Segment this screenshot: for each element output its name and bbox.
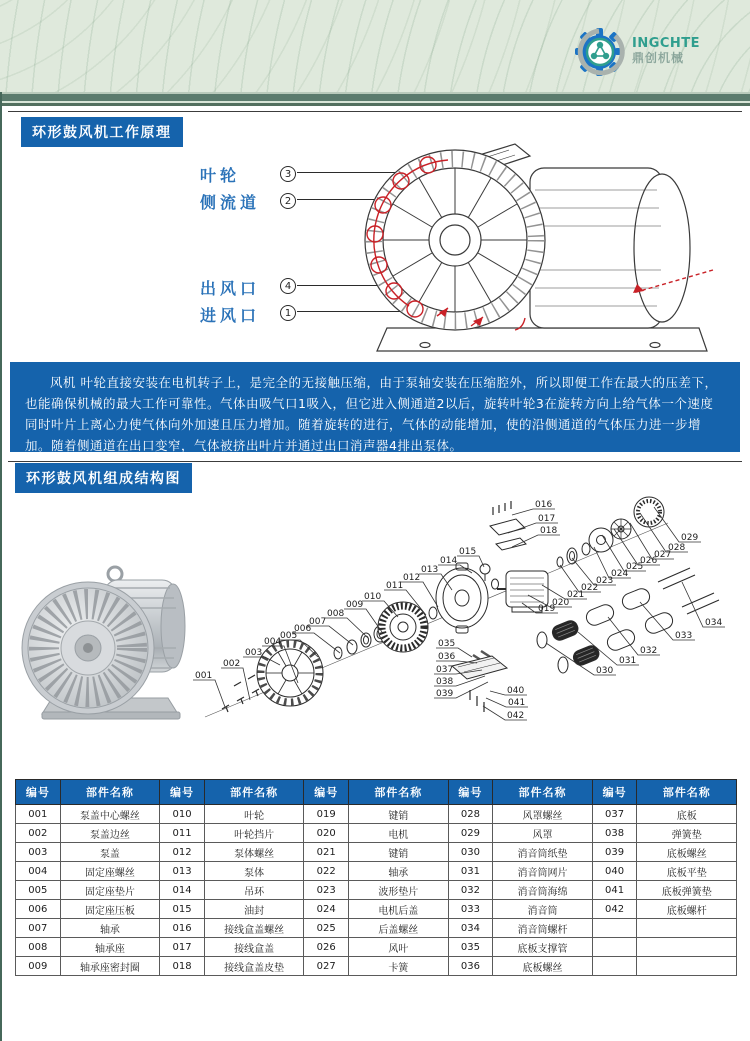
part-name-cell: 轴承座 bbox=[60, 938, 160, 957]
part-no-cell: 030 bbox=[448, 843, 493, 862]
table-header-cell: 编号 bbox=[448, 780, 493, 805]
part-leader-line bbox=[307, 626, 353, 645]
table-row bbox=[16, 881, 737, 900]
principle-label: 进风口 bbox=[200, 306, 261, 325]
part-name-cell: 消音筒网片 bbox=[493, 862, 593, 881]
table-header-cell: 编号 bbox=[592, 780, 637, 805]
part-no-cell: 024 bbox=[304, 900, 349, 919]
table-header-cell: 编号 bbox=[304, 780, 349, 805]
part-number-label: 039 bbox=[436, 689, 454, 699]
part-no-cell bbox=[592, 957, 637, 976]
left-edge-rule bbox=[0, 92, 2, 1041]
part-number-label: 029 bbox=[681, 533, 699, 543]
part-name-cell: 消音筒海绵 bbox=[493, 881, 593, 900]
part-name-cell: 键销 bbox=[349, 805, 449, 824]
logo-subtext: 鼎创机械 bbox=[632, 50, 685, 65]
part-number-label: 006 bbox=[294, 624, 312, 634]
part-number-label: 034 bbox=[705, 618, 723, 628]
part-number-label: 009 bbox=[346, 600, 364, 610]
table-header-cell: 部件名称 bbox=[204, 780, 304, 805]
part-name-cell: 固定座垫片 bbox=[60, 881, 160, 900]
part-number-label: 041 bbox=[508, 698, 526, 708]
part-no-cell: 042 bbox=[592, 900, 637, 919]
part-no-cell: 015 bbox=[160, 900, 205, 919]
table-header-cell: 部件名称 bbox=[637, 780, 737, 805]
table-header-cell: 部件名称 bbox=[60, 780, 160, 805]
part-name-cell: 接线盒盖 bbox=[204, 938, 304, 957]
principle-label: 叶轮 bbox=[200, 166, 241, 185]
part-name-cell: 底板平垫 bbox=[637, 862, 737, 881]
company-logo bbox=[573, 22, 700, 82]
part-no-cell: 031 bbox=[448, 862, 493, 881]
table-row bbox=[16, 843, 737, 862]
part-number-label: 004 bbox=[264, 637, 282, 647]
part-no-cell: 012 bbox=[160, 843, 205, 862]
logo-text: INGCHTE bbox=[632, 36, 701, 51]
part-number-label: 032 bbox=[640, 646, 658, 656]
table-row bbox=[16, 900, 737, 919]
part-no-cell: 014 bbox=[160, 881, 205, 900]
table-row bbox=[16, 805, 737, 824]
part-name-cell: 泵盖边丝 bbox=[60, 824, 160, 843]
part-number-label: 030 bbox=[596, 666, 614, 676]
part-name-cell: 底板 bbox=[637, 805, 737, 824]
part-no-cell: 035 bbox=[448, 938, 493, 957]
part-name-cell: 风叶 bbox=[349, 938, 449, 957]
part-number-label: 031 bbox=[619, 656, 637, 666]
part-number-label: 015 bbox=[459, 547, 477, 557]
part-no-cell: 003 bbox=[16, 843, 61, 862]
part-no-cell: 018 bbox=[160, 957, 205, 976]
part-name-cell: 底板弹簧垫 bbox=[637, 881, 737, 900]
part-no-cell bbox=[592, 938, 637, 957]
logo-gear-icon bbox=[573, 22, 627, 82]
part-no-cell: 020 bbox=[304, 824, 349, 843]
part-number-label: 033 bbox=[675, 631, 693, 641]
part-no-cell: 005 bbox=[16, 881, 61, 900]
part-name-cell: 轴承 bbox=[349, 862, 449, 881]
table-row bbox=[16, 862, 737, 881]
part-no-cell: 038 bbox=[592, 824, 637, 843]
principle-number-badge: 4 bbox=[280, 278, 296, 294]
part-no-cell: 025 bbox=[304, 919, 349, 938]
part-name-cell: 后盖螺丝 bbox=[349, 919, 449, 938]
part-name-cell: 风罩 bbox=[493, 824, 593, 843]
part-no-cell: 004 bbox=[16, 862, 61, 881]
part-no-cell: 029 bbox=[448, 824, 493, 843]
part-number-label: 024 bbox=[611, 569, 629, 579]
blower-principle-drawing bbox=[325, 118, 725, 363]
part-number-label: 021 bbox=[567, 590, 585, 600]
part-number-label: 008 bbox=[327, 609, 345, 619]
part-no-cell: 013 bbox=[160, 862, 205, 881]
part-number-label: 036 bbox=[438, 652, 456, 662]
part-name-cell bbox=[637, 957, 737, 976]
part-no-cell: 037 bbox=[592, 805, 637, 824]
principle-label: 出风口 bbox=[200, 279, 261, 298]
part-name-cell: 轴承座密封圈 bbox=[60, 957, 160, 976]
part-name-cell: 泵体螺丝 bbox=[204, 843, 304, 862]
section2-rule bbox=[8, 461, 742, 462]
section1-title: 环形鼓风机工作原理 bbox=[21, 117, 183, 147]
part-name-cell: 油封 bbox=[204, 900, 304, 919]
part-no-cell: 008 bbox=[16, 938, 61, 957]
part-name-cell: 泵盖 bbox=[60, 843, 160, 862]
part-no-cell bbox=[592, 919, 637, 938]
part-leader-line bbox=[221, 668, 250, 700]
part-name-cell: 固定座螺丝 bbox=[60, 862, 160, 881]
part-name-cell: 固定座压板 bbox=[60, 900, 160, 919]
part-number-label: 042 bbox=[507, 711, 525, 721]
part-name-cell: 弹簧垫 bbox=[637, 824, 737, 843]
header-divider-bar bbox=[0, 92, 750, 106]
part-number-label: 010 bbox=[364, 592, 382, 602]
table-header-cell: 部件名称 bbox=[349, 780, 449, 805]
part-no-cell: 036 bbox=[448, 957, 493, 976]
table-row bbox=[16, 824, 737, 843]
part-number-label: 025 bbox=[626, 562, 644, 572]
part-name-cell bbox=[637, 938, 737, 957]
part-name-cell: 风罩螺丝 bbox=[493, 805, 593, 824]
part-name-cell: 消音筒 bbox=[493, 900, 593, 919]
part-number-label: 014 bbox=[440, 556, 458, 566]
part-number-label: 001 bbox=[195, 671, 213, 681]
part-number-label: 023 bbox=[596, 576, 614, 586]
table-header-cell: 部件名称 bbox=[493, 780, 593, 805]
principle-number-badge: 1 bbox=[280, 305, 296, 321]
part-number-label: 038 bbox=[436, 677, 454, 687]
part-no-cell: 002 bbox=[16, 824, 61, 843]
part-number-label: 017 bbox=[538, 514, 556, 524]
part-no-cell: 032 bbox=[448, 881, 493, 900]
part-no-cell: 001 bbox=[16, 805, 61, 824]
part-number-label: 013 bbox=[421, 565, 439, 575]
part-name-cell: 消音筒螺杆 bbox=[493, 919, 593, 938]
principle-label: 侧流道 bbox=[200, 193, 261, 212]
part-no-cell: 010 bbox=[160, 805, 205, 824]
principle-description-box bbox=[10, 362, 740, 452]
part-no-cell: 026 bbox=[304, 938, 349, 957]
part-number-label: 016 bbox=[535, 500, 553, 510]
part-number-label: 026 bbox=[640, 556, 658, 566]
part-number-label: 005 bbox=[280, 631, 298, 641]
part-number-label: 028 bbox=[668, 543, 686, 553]
part-name-cell: 电机后盖 bbox=[349, 900, 449, 919]
blower-product-image bbox=[18, 552, 190, 728]
part-no-cell: 034 bbox=[448, 919, 493, 938]
part-number-label: 011 bbox=[386, 581, 404, 591]
part-name-cell: 底板螺杆 bbox=[637, 900, 737, 919]
part-name-cell: 接线盒盖螺丝 bbox=[204, 919, 304, 938]
part-name-cell: 电机 bbox=[349, 824, 449, 843]
section1-rule bbox=[8, 111, 742, 112]
part-name-cell: 波形垫片 bbox=[349, 881, 449, 900]
part-name-cell: 底板螺丝 bbox=[637, 843, 737, 862]
part-name-cell: 底板螺丝 bbox=[493, 957, 593, 976]
part-number-label: 040 bbox=[507, 686, 525, 696]
part-number-label: 018 bbox=[540, 526, 558, 536]
part-number-label: 012 bbox=[403, 573, 421, 583]
part-name-cell: 泵体 bbox=[204, 862, 304, 881]
principle-description: 风机 叶轮直接安装在电机转子上，是完全的无接触压缩，由于泵轴安装在压缩腔外，所以即便工作在最大的压差下，也能确保机械的最大工作可靠性。气体由吸气口1吸入，但它进入侧通道2以后，旋转叶轮3在旋转方向上给气体一个速度同时叶片上离心力使气体向外加速且压力增加。随着旋转的进行，气体的动能增加，使的沿侧通道的气体压力进一步增加。随着侧通道在出口变窄，气体被挤出叶片并通过出口消声器4排出泵体。 bbox=[25, 375, 718, 453]
part-no-cell: 023 bbox=[304, 881, 349, 900]
table-header-cell: 编号 bbox=[160, 780, 205, 805]
part-no-cell: 017 bbox=[160, 938, 205, 957]
part-no-cell: 040 bbox=[592, 862, 637, 881]
part-number-label: 020 bbox=[552, 598, 570, 608]
part-number-label: 022 bbox=[581, 583, 599, 593]
part-number-label: 035 bbox=[438, 639, 456, 649]
part-no-cell: 033 bbox=[448, 900, 493, 919]
part-no-cell: 011 bbox=[160, 824, 205, 843]
part-no-cell: 041 bbox=[592, 881, 637, 900]
part-no-cell: 022 bbox=[304, 862, 349, 881]
parts-table bbox=[15, 779, 737, 976]
section2-title: 环形鼓风机组成结构图 bbox=[15, 463, 192, 493]
part-name-cell: 接线盒盖皮垫 bbox=[204, 957, 304, 976]
part-number-label: 037 bbox=[436, 665, 454, 675]
part-no-cell: 019 bbox=[304, 805, 349, 824]
part-name-cell: 轴承 bbox=[60, 919, 160, 938]
table-row bbox=[16, 957, 737, 976]
part-number-label: 007 bbox=[309, 617, 327, 627]
part-name-cell: 键销 bbox=[349, 843, 449, 862]
table-row bbox=[16, 938, 737, 957]
principle-number-badge: 3 bbox=[280, 166, 296, 182]
part-no-cell: 028 bbox=[448, 805, 493, 824]
table-row bbox=[16, 919, 737, 938]
part-name-cell: 消音筒纸垫 bbox=[493, 843, 593, 862]
part-no-cell: 009 bbox=[16, 957, 61, 976]
part-number-label: 002 bbox=[223, 659, 241, 669]
part-name-cell: 底板支撑管 bbox=[493, 938, 593, 957]
blower-exploded-diagram bbox=[190, 485, 750, 770]
part-name-cell bbox=[637, 919, 737, 938]
part-no-cell: 027 bbox=[304, 957, 349, 976]
part-number-label: 003 bbox=[245, 648, 263, 658]
table-header-cell: 编号 bbox=[16, 780, 61, 805]
part-name-cell: 叶轮 bbox=[204, 805, 304, 824]
part-no-cell: 016 bbox=[160, 919, 205, 938]
part-name-cell: 吊环 bbox=[204, 881, 304, 900]
part-leader-line bbox=[193, 680, 225, 707]
principle-number-badge: 2 bbox=[280, 193, 296, 209]
part-name-cell: 泵盖中心螺丝 bbox=[60, 805, 160, 824]
part-number-label: 019 bbox=[538, 604, 556, 614]
part-no-cell: 039 bbox=[592, 843, 637, 862]
part-no-cell: 006 bbox=[16, 900, 61, 919]
part-no-cell: 007 bbox=[16, 919, 61, 938]
part-name-cell: 叶轮挡片 bbox=[204, 824, 304, 843]
part-no-cell: 021 bbox=[304, 843, 349, 862]
part-name-cell: 卡簧 bbox=[349, 957, 449, 976]
part-number-label: 027 bbox=[654, 550, 672, 560]
